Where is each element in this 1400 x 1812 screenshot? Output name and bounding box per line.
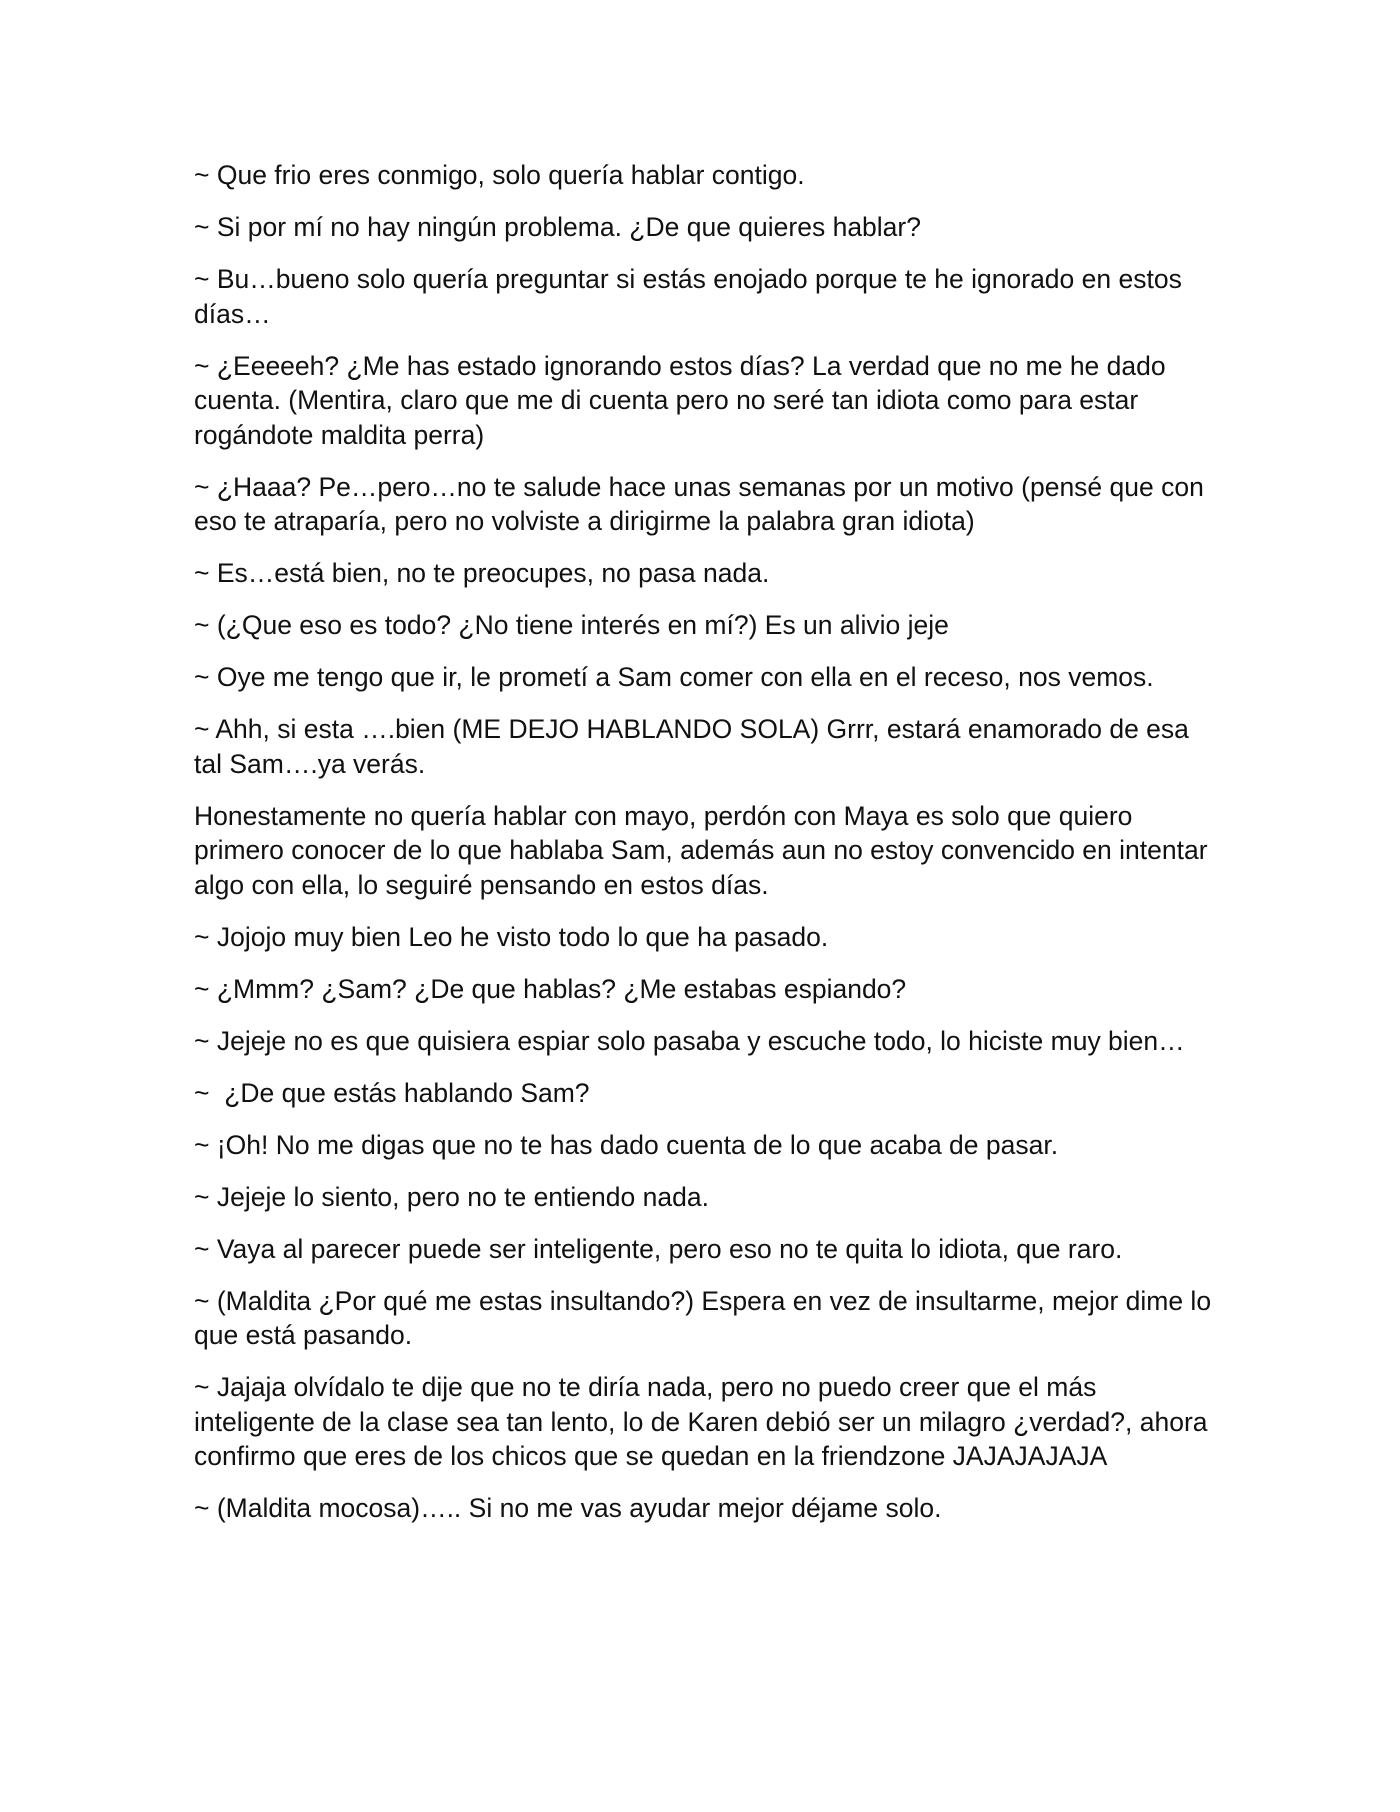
paragraph: ~ Que frio eres conmigo, solo quería hablar contigo.: [194, 160, 805, 190]
paragraph: ~ Ahh, si esta ….bien (ME DEJO HABLANDO SOLA) Grrr, estará enamorado de esa tal Sam….ya verás.: [194, 714, 1197, 779]
paragraph: ~ ¡Oh! No me digas que no te has dado cuenta de lo que acaba de pasar.: [194, 1129, 1059, 1160]
paragraph: ~ (Maldita mocosa)….. Si no me vas ayudar mejor déjame solo.: [194, 1493, 942, 1523]
paragraph: ~ ¿De que estás hablando Sam?: [194, 1077, 590, 1108]
paragraph: ~ Jajaja olvídalo te dije que no te diría nada, pero no puedo creer que el más inteligente de la clase sea tan lento, lo de Karen debió ser un milagro ¿verdad?, ahora confirmo que eres de los chicos que se quedan en la friendzone JAJAJAJAJA: [194, 1372, 1215, 1471]
paragraph: ~ ¿Eeeeeh? ¿Me has estado ignorando estos días? La verdad que no me he dado cuenta. (Mentira, claro que me di cuenta pero no seré tan idiota como para estar rogándote maldita perra): [194, 350, 1173, 450]
paragraph: ~ Es…está bien, no te preocupes, no pasa nada.: [194, 558, 770, 588]
paragraph: Honestamente no quería hablar con mayo, perdón con Maya es solo que quiero primero conocer de lo que hablaba Sam, además aun no estoy convencido en intentar algo con ella, lo seguiré pensando en estos días.: [194, 800, 1215, 900]
paragraph: ~ ¿Haaa? Pe…pero…no te salude hace unas semanas por un motivo (pensé que con eso te atraparía, pero no volviste a dirigirme la palabra gran idiota): [194, 471, 1212, 536]
paragraph: ~ (Maldita ¿Por qué me estas insultando?) Espera en vez de insultarme, mejor dime lo que está pasando.: [194, 1285, 1219, 1350]
paragraph: ~ Vaya al parecer puede ser inteligente, pero eso no te quita lo idiota, que raro.: [194, 1233, 1123, 1264]
paragraph: ~ (¿Que eso es todo? ¿No tiene interés en mí?) Es un alivio jeje: [194, 610, 949, 640]
paragraph: ~ Oye me tengo que ir, le prometí a Sam comer con ella en el receso, nos vemos.: [194, 662, 1154, 692]
paragraph: ~ Jejeje no es que quisiera espiar solo pasaba y escuche todo, lo hiciste muy bien…: [194, 1025, 1185, 1056]
paragraph: ~ Jojojo muy bien Leo he visto todo lo que ha pasado.: [194, 921, 829, 952]
paragraph: ~ Si por mí no hay ningún problema. ¿De que quieres hablar?: [194, 212, 921, 242]
paragraph: ~ ¿Mmm? ¿Sam? ¿De que hablas? ¿Me estabas espiando?: [194, 973, 907, 1004]
paragraph: ~ Bu…bueno solo quería preguntar si estás enojado porque te he ignorado en estos días…: [194, 264, 1190, 329]
document-body: [194, 158, 1224, 1543]
paragraph: ~ Jejeje lo siento, pero no te entiendo nada.: [194, 1181, 709, 1212]
